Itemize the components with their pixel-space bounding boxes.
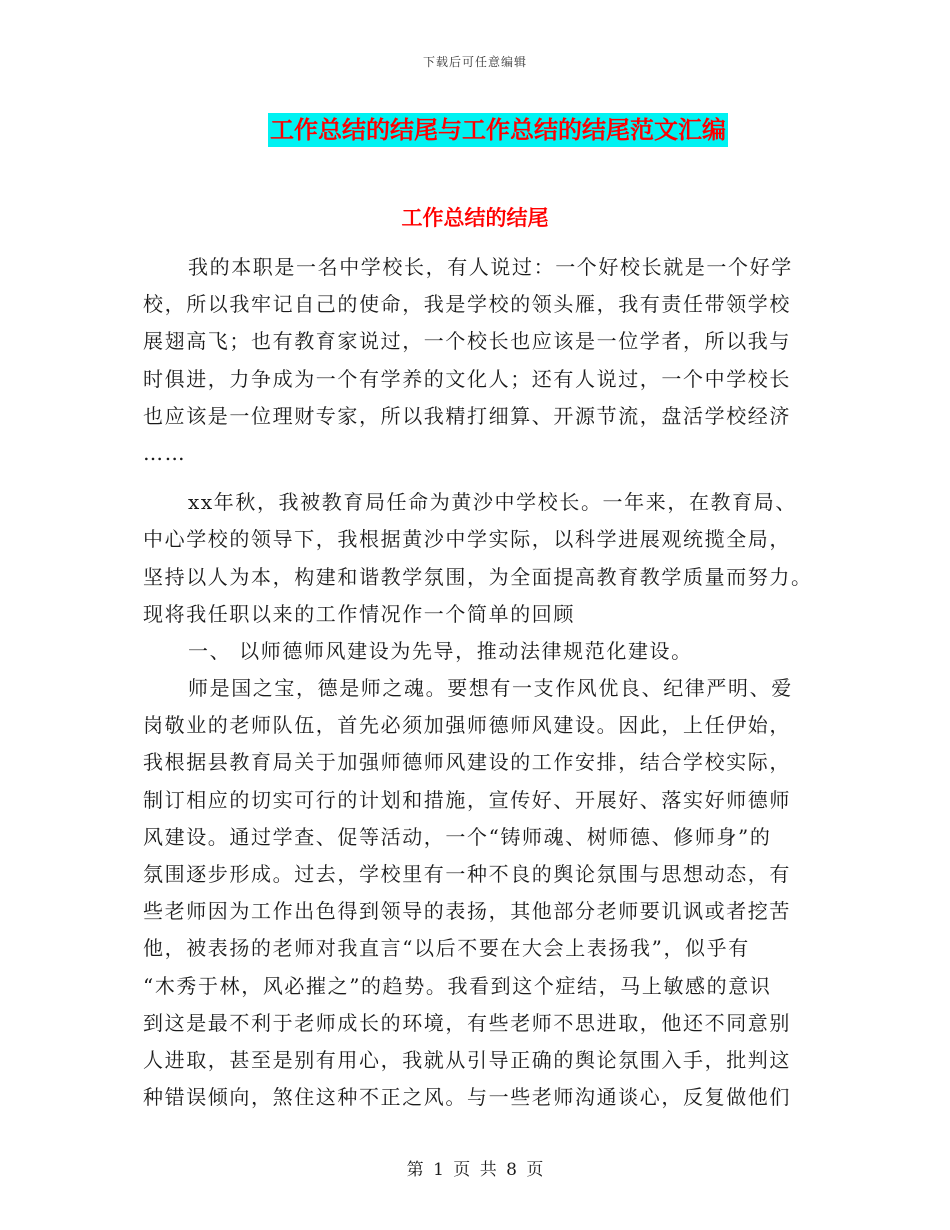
paragraph-line: 展翅高飞；也有教育家说过，一个校长也应该是一位学者，所以我与 [143,329,791,354]
paragraph-line: 现将我任职以来的工作情况作一个简单的回顾 [143,601,575,626]
paragraph-line: 种错误倾向，煞住这种不正之风。与一些老师沟通谈心，反复做他们 [143,1085,791,1110]
document-body [143,249,813,1116]
section-heading-line: 一、 以师德师风建设为先导，推动法律规范化建设。 [188,638,693,663]
paragraph-line: …… [143,440,187,465]
paragraph-line: 岗敬业的老师队伍，首先必须加强师德师风建设。因此，上任伊始， [143,713,791,738]
section-heading-1 [143,633,803,670]
paragraph-1 [143,249,803,472]
paragraph-line: 到这是最不利于老师成长的环境，有些老师不思进取，他还不同意别 [143,1010,791,1035]
page-footer: 第 1 页 共 8 页 [406,1160,544,1180]
paragraph-line: 风建设。通过学查、促等活动，一个“铸师魂、树师德、修师身”的 [143,824,772,849]
document-title-container [0,113,950,147]
paragraph-3 [143,670,803,1116]
paragraph-line: “木秀于林，风必摧之”的趋势。我看到这个症结，马上敏感的意识 [143,973,772,998]
paragraph-line: 人进取，甚至是别有用心，我就从引导正确的舆论氛围入手，批判这 [143,1047,791,1072]
paragraph-line: 中心学校的领导下，我根据黄沙中学实际，以科学进展观统揽全局， [143,527,791,552]
paragraph-line: 也应该是一位理财专家，所以我精打细算、开源节流，盘活学校经济 [143,403,791,428]
paragraph-line: 我根据县教育局关于加强师德师风建设的工作安排，结合学校实际， [143,750,791,775]
paragraph-line: 时俱进，力争成为一个有学养的文化人；还有人说过，一个中学校长 [143,366,791,391]
paragraph-line: 校，所以我牢记自己的使命，我是学校的领头雁，我有责任带领学校 [143,292,791,317]
paragraph-line: 坚持以人为本，构建和谐教学氛围，为全面提高教育教学质量而努力。 [143,564,813,589]
paragraph-line: 些老师因为工作出色得到领导的表扬，其他部分老师要讥讽或者挖苦 [143,899,791,924]
paragraph-line: 我的本职是一名中学校长，有人说过：一个好校长就是一个好学 [188,255,793,279]
paragraph-line: xx年秋，我被教育局任命为黄沙中学校长。一年来，在教育局、 [188,490,797,515]
document-title: 工作总结的结尾与工作总结的结尾范文汇编 [268,113,728,147]
paragraph-line: 氛围逐步形成。过去，学校里有一种不良的舆论氛围与思想动态，有 [143,862,791,886]
paragraph-2 [143,484,813,633]
page-header: 下载后可任意编辑 [422,55,527,69]
section-title: 工作总结的结尾 [401,206,549,230]
paragraph-line: 师是国之宝，德是师之魂。要想有一支作风优良、纪律严明、爱 [188,676,793,701]
paragraph-line: 他，被表扬的老师对我直言“以后不要在大会上表扬我”，似乎有 [143,936,750,961]
paragraph-line: 制订相应的切实可行的计划和措施，宣传好、开展好、落实好师德师 [143,787,791,812]
